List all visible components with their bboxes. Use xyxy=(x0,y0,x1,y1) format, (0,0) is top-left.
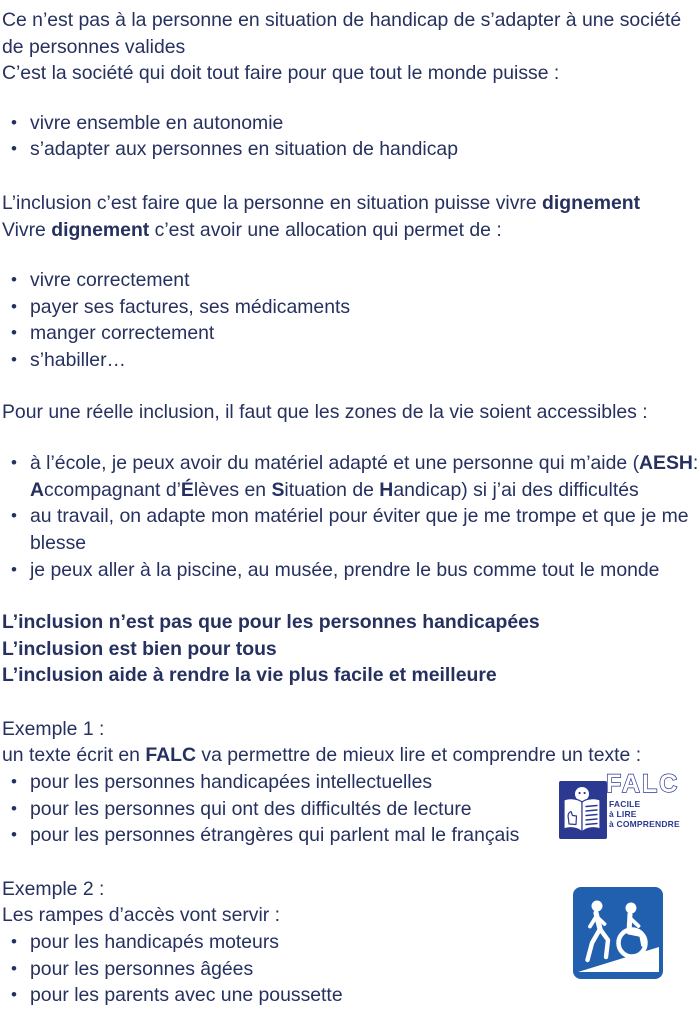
bullet-item xyxy=(0,294,700,321)
bullet-marker: • xyxy=(11,825,17,845)
section-boldclaims xyxy=(0,609,700,689)
bullet-marker: • xyxy=(11,932,17,952)
bullet-marker: • xyxy=(11,772,17,792)
text-line xyxy=(0,477,700,504)
text-segment: ituation de xyxy=(284,478,380,501)
bullet-item xyxy=(0,982,700,1009)
text-segment: pour les personnes étrangères qui parlent mal le français xyxy=(30,824,520,847)
falc-wordmark xyxy=(605,769,700,799)
bullet-item xyxy=(0,110,700,137)
bullet-marker: • xyxy=(11,112,17,132)
text-segment: pour les handicapés moteurs xyxy=(30,931,279,954)
falc-tagline-line3: à COMPRENDRE xyxy=(609,819,680,829)
bold-text-segment: dignement xyxy=(542,191,641,214)
bold-text-segment: dignement xyxy=(51,218,150,241)
text-line xyxy=(0,60,700,87)
text-segment: L’inclusion c’est faire que la personne en situation puisse vivre xyxy=(2,191,543,214)
bullet-item xyxy=(0,503,700,530)
text-segment: c’est avoir une allocation qui permet de : xyxy=(149,218,502,241)
text-line xyxy=(0,609,700,636)
bullet-marker: • xyxy=(11,349,17,369)
falc-logo xyxy=(558,769,700,841)
bold-text-segment: É xyxy=(180,478,194,501)
section-ex1 xyxy=(0,716,700,769)
bold-text-segment: L’inclusion aide à rendre la vie plus facile et meilleure xyxy=(2,664,497,687)
bullet-marker: • xyxy=(11,139,17,159)
text-segment: manger correctement xyxy=(30,322,215,345)
bullet-item xyxy=(0,320,700,347)
text-segment: va permettre de mieux lire et comprendre un texte : xyxy=(196,744,642,767)
bullet-item xyxy=(0,557,700,584)
text-segment: s’habiller… xyxy=(30,348,126,371)
section-ul3 xyxy=(0,450,700,583)
text-segment: un texte écrit en xyxy=(2,744,146,767)
section-ul1 xyxy=(0,110,700,163)
ramp-accessibility-sign-icon xyxy=(573,887,663,979)
falc-tagline-line2: à LIRE xyxy=(609,809,637,819)
bullet-marker: • xyxy=(11,559,17,579)
section-dign xyxy=(0,190,700,243)
text-line xyxy=(0,399,700,426)
text-segment: de personnes valides xyxy=(2,35,186,58)
bullet-marker: • xyxy=(11,270,17,290)
text-line xyxy=(0,190,700,217)
text-segment: lèves en xyxy=(193,478,272,501)
falc-tagline-line1: FACILE xyxy=(609,799,641,809)
bold-text-segment: S xyxy=(271,478,285,501)
bullet-marker: • xyxy=(11,453,17,473)
text-segment: pour les personnes âgées xyxy=(30,957,254,980)
text-segment: Pour une réelle inclusion, il faut que les zones de la vie soient accessibles : xyxy=(2,400,648,423)
text-segment: vivre correctement xyxy=(30,269,190,292)
bold-text-segment: A xyxy=(30,478,45,501)
falc-book-icon xyxy=(559,781,607,839)
text-line xyxy=(0,217,700,244)
text-segment: s’adapter aux personnes en situation de handicap xyxy=(30,138,458,161)
text-segment: Exemple 1 : xyxy=(2,717,105,740)
text-segment: ccompagnant d’ xyxy=(44,478,181,501)
text-segment: C’est la société qui doit tout faire pour que tout le monde puisse : xyxy=(2,62,560,85)
text-segment: au travail, on adapte mon matériel pour éviter que je me trompe et que je me xyxy=(30,505,689,528)
text-segment: je peux aller à la piscine, au musée, prendre le bus comme tout le monde xyxy=(30,558,660,581)
bold-text-segment: L’inclusion est bien pour tous xyxy=(2,637,277,660)
bullet-item xyxy=(0,450,700,477)
text-segment: payer ses factures, ses médicaments xyxy=(30,295,351,318)
text-segment: pour les parents avec une poussette xyxy=(30,984,343,1007)
bullet-marker: • xyxy=(11,323,17,343)
bullet-marker: • xyxy=(11,296,17,316)
bullet-marker: • xyxy=(11,958,17,978)
text-segment: andicap) si j’ai des difficultés xyxy=(393,478,639,501)
section-ul2 xyxy=(0,267,700,373)
text-line xyxy=(0,7,700,34)
text-segment: Vivre xyxy=(2,218,52,241)
text-line xyxy=(0,742,700,769)
bullet-marker: • xyxy=(11,985,17,1005)
bold-text-segment: FALC xyxy=(145,744,196,767)
section-intro xyxy=(0,7,700,87)
text-segment: Exemple 2 : xyxy=(2,877,105,900)
bold-text-segment: L’inclusion n’est pas que pour les personnes handicapées xyxy=(2,611,540,634)
text-segment: : xyxy=(692,452,699,475)
bold-text-segment: AESH xyxy=(639,452,693,475)
bullet-item xyxy=(0,136,700,163)
text-line xyxy=(0,662,700,689)
text-segment: à l’école, je peux avoir du matériel adapté et une personne qui m’aide ( xyxy=(30,452,640,475)
text-segment: vivre ensemble en autonomie xyxy=(30,111,284,134)
text-segment: Les rampes d’accès vont servir : xyxy=(2,904,281,927)
bullet-marker: • xyxy=(11,798,17,818)
bold-text-segment: H xyxy=(379,478,394,501)
bullet-marker: • xyxy=(11,506,17,526)
text-segment: Ce n’est pas à la personne en situation de handicap de s’adapter à une société xyxy=(2,9,682,31)
bullet-item xyxy=(0,347,700,374)
falc-tagline xyxy=(609,799,680,829)
section-zones xyxy=(0,399,700,426)
text-line xyxy=(0,716,700,743)
text-segment: pour les personnes handicapées intellectuelles xyxy=(30,771,433,794)
text-segment: pour les personnes qui ont des difficultés de lecture xyxy=(30,797,472,820)
text-line xyxy=(0,530,700,557)
bullet-item xyxy=(0,267,700,294)
text-line xyxy=(0,34,700,61)
falc-wordmark-text: FALC xyxy=(606,770,680,798)
text-segment: blesse xyxy=(30,531,87,554)
text-line xyxy=(0,636,700,663)
